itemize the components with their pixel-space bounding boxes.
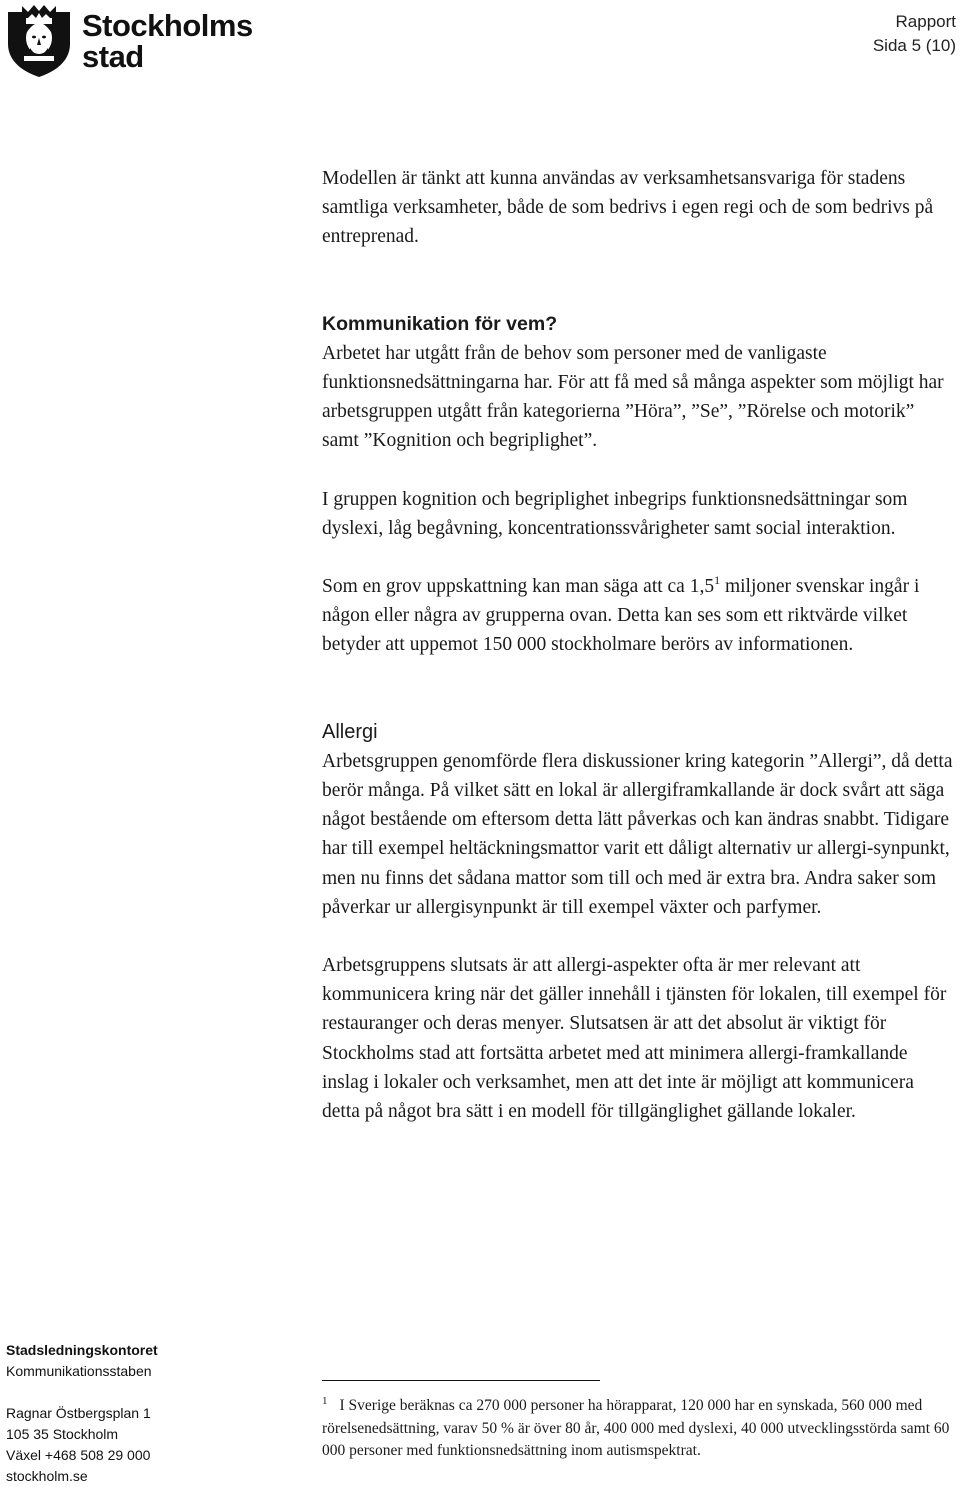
paragraph-text-before-ref: Som en grov uppskattning kan man säga att ca 1,5 (322, 576, 715, 598)
stockholm-crown-shield-icon (6, 4, 72, 78)
footnote-divider (322, 1380, 600, 1381)
footer-phone: Växel +468 508 29 000 (6, 1447, 151, 1463)
section2-paragraph-1: Arbetsgruppen genomförde flera diskussioner kring kategorin ”Allergi”, då detta berör många. På vilket sätt en lokal är allergiframkallande är dock svårt att säga något bestående om eftersom detta lätt påverkas och kan ändras snabbt. Tidigare har till exempel heltäckningsmattor varit ett dåligt alternativ ur allergi-synpunkt, men nu finns det sådana mattor som till och med är extra bra. Andra saker som påverkar ur allergisynpunkt är till exempel växter och parfymer. (322, 750, 953, 918)
footer-contact (6, 1340, 158, 1487)
section-heading-allergi: Allergi (322, 720, 378, 743)
section-heading-kommunikation: Kommunikation för vem? (322, 312, 558, 335)
footnote-reference[interactable]: 1 (714, 573, 721, 588)
section1-paragraph-2: I gruppen kognition och begriplighet inbegrips funktionsnedsättningar som dyslexi, låg begåvning, koncentrationssvårigheter samt social interaktion. (322, 488, 908, 539)
footnote-text: I Sverige beräknas ca 270 000 personer ha hörapparat, 120 000 har en synskada, 560 000 med rörelsenedsättning, varav 50 % är över 80 år, 400 000 med dyslexi, 40 000 utvecklingsstörda samt 60 000 personer med funktionsnedsättning inom autismspektrat. (322, 1397, 950, 1459)
paragraph-text-after-ref: miljoner svenskar ingår i någon eller några av grupperna ovan. Detta kan ses som ett riktvärde vilket betyder att uppemot 150 000 stockholmare berörs av informationen. (322, 576, 920, 656)
document-type: Rapport (895, 12, 956, 31)
footnote (322, 1390, 956, 1463)
footer-postal: 105 35 Stockholm (6, 1426, 119, 1442)
document-body (322, 164, 954, 1126)
brand-logo (6, 4, 253, 80)
footer-website[interactable]: stockholm.se (6, 1468, 88, 1484)
section1-paragraph-1: Arbetet har utgått från de behov som personer med de vanligaste funktionsnedsättningarna har. För att få med så många aspekter som möjligt har arbetsgruppen utgått från kategorierna ”Höra”, ”Se”, ”Rörelse och motorik” samt ”Kognition och begriplighet”. (322, 342, 944, 452)
page-number: Sida 5 (10) (872, 36, 956, 55)
section2-paragraph-2: Arbetsgruppens slutsats är att allergi-aspekter ofta är mer relevant att kommunicera kring när det gäller innehåll i tjänsten för lokalen, till exempel för restauranger och deras menyer. Slutsatsen är att det absolut är viktigt för Stockholms stad att fortsätta arbetet med att minimera allergi-framkallande inslag i lokaler och verksamhet, men att det inte är möjligt att kommunicera detta på något bra sätt i en modell för tillgänglighet gällande lokaler. (322, 955, 947, 1123)
page-header (873, 10, 956, 58)
brand-wordmark (82, 10, 253, 72)
section1-paragraph-3 (322, 572, 954, 660)
brand-name-line2: stad (82, 39, 144, 74)
footnote-number: 1 (322, 1395, 328, 1407)
brand-name-line1: Stockholms (82, 8, 253, 43)
intro-paragraph: Modellen är tänkt att kunna användas av verksamhetsansvariga för stadens samtliga verksamheter, både de som bedrivs i egen regi och de som bedrivs på entreprenad. (322, 168, 934, 248)
footer-organization: Stadsledningskontoret (6, 1342, 158, 1358)
footer-street: Ragnar Östbergsplan 1 (6, 1405, 151, 1421)
footer-unit: Kommunikationsstaben (6, 1363, 152, 1379)
